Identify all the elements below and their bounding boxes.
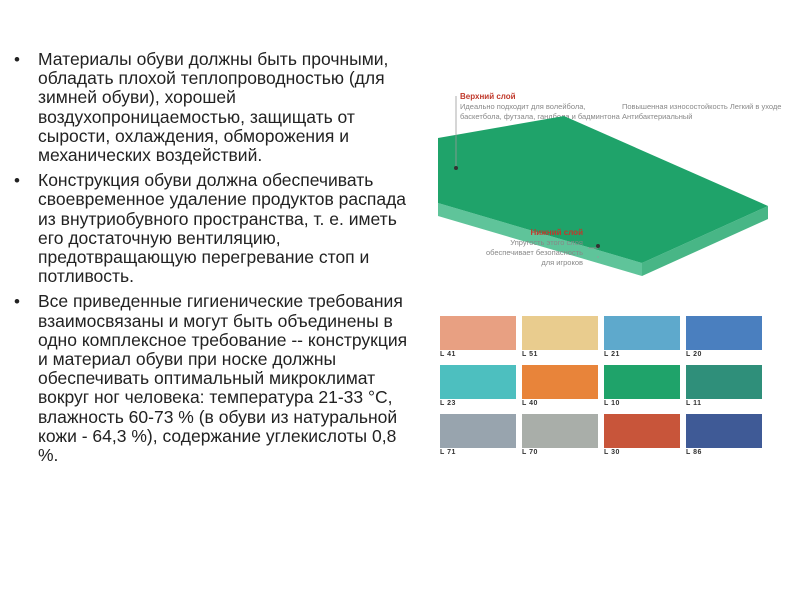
swatch	[686, 316, 762, 361]
swatch-chip	[604, 316, 680, 350]
swatch	[604, 316, 680, 361]
swatch-code: L 11	[686, 400, 702, 407]
swatch-chip	[440, 316, 516, 350]
swatch	[604, 365, 680, 410]
swatch-code: L 30	[604, 449, 620, 456]
swatch	[686, 414, 762, 459]
swatch-code: L 10	[604, 400, 620, 407]
bottom-layer-desc: Упругость этого слоя обеспечивает безопасность для игроков	[485, 238, 583, 267]
swatch-chip	[686, 365, 762, 399]
color-swatches	[440, 316, 770, 463]
swatch-code: L 41	[440, 351, 456, 358]
flooring-figure	[438, 88, 782, 478]
swatch-code: L 23	[440, 400, 456, 407]
swatch-code: L 40	[522, 400, 538, 407]
swatch-code: L 20	[686, 351, 702, 358]
bullet-item	[12, 50, 412, 165]
bottom-layer-title: Нижний слой	[530, 228, 583, 237]
swatch-row	[440, 365, 770, 410]
bullet-text: Материалы обуви должны быть прочными, обладать плохой теплопроводностью (для зимней обуви), хорошей воздухопроницаемостью, защищать от сырости, охлаждения, обморожения и механических воздействий.	[38, 49, 389, 166]
swatch-chip	[686, 316, 762, 350]
swatch	[440, 414, 516, 459]
bottom-layer-label	[478, 228, 583, 268]
bullet-list	[12, 50, 412, 471]
bullet-item	[12, 171, 412, 286]
bullet-text: Все приведенные гигиенические требования взаимосвязаны и могут быть объединены в одно комплексное требование -- конструкция и материал обуви при носке должны обеспечивать оптимальный микроклимат вокруг ног человека: температура 21-33 °С, влажность 60-73 % (в обуви из натуральной кожи - 64,3 %), содержание углекислоты 0,8 %.	[38, 291, 408, 466]
swatch	[522, 365, 598, 410]
top-layer-desc-1: Идеально подходит для волейбола, баскетбола, футзала, гандбола и бадминтона	[460, 102, 620, 121]
swatch	[440, 316, 516, 361]
swatch-code: L 51	[522, 351, 538, 358]
bullet-item	[12, 292, 412, 465]
swatch-row	[440, 316, 770, 361]
swatch-code: L 71	[440, 449, 456, 456]
swatch-chip	[522, 316, 598, 350]
bullet-marker: •	[14, 50, 20, 69]
bullet-text: Конструкция обуви должна обеспечивать своевременное удаление продуктов распада из внутриобувного пространства, т. е. иметь его достаточную вентиляцию, предотвращающую перегревание стоп и потливость.	[38, 170, 407, 287]
swatch-chip	[440, 414, 516, 448]
floor-slab-illustration	[438, 88, 778, 318]
top-layer-desc-2: Повышенная износостойкость Легкий в уходе Антибактериальный	[622, 102, 782, 121]
bullet-marker: •	[14, 171, 20, 191]
swatch-row	[440, 414, 770, 459]
swatch-chip	[522, 414, 598, 448]
swatch	[522, 316, 598, 361]
bullet-marker: •	[14, 292, 20, 312]
swatch	[604, 414, 680, 459]
swatch-chip	[440, 365, 516, 399]
swatch-chip	[522, 365, 598, 399]
swatch-code: L 86	[686, 449, 702, 456]
top-layer-title: Верхний слой	[460, 92, 516, 101]
swatch	[686, 365, 762, 410]
swatch-code: L 70	[522, 449, 538, 456]
swatch	[440, 365, 516, 410]
swatch-code: L 21	[604, 351, 620, 358]
swatch	[522, 414, 598, 459]
swatch-chip	[686, 414, 762, 448]
swatch-chip	[604, 414, 680, 448]
swatch-chip	[604, 365, 680, 399]
